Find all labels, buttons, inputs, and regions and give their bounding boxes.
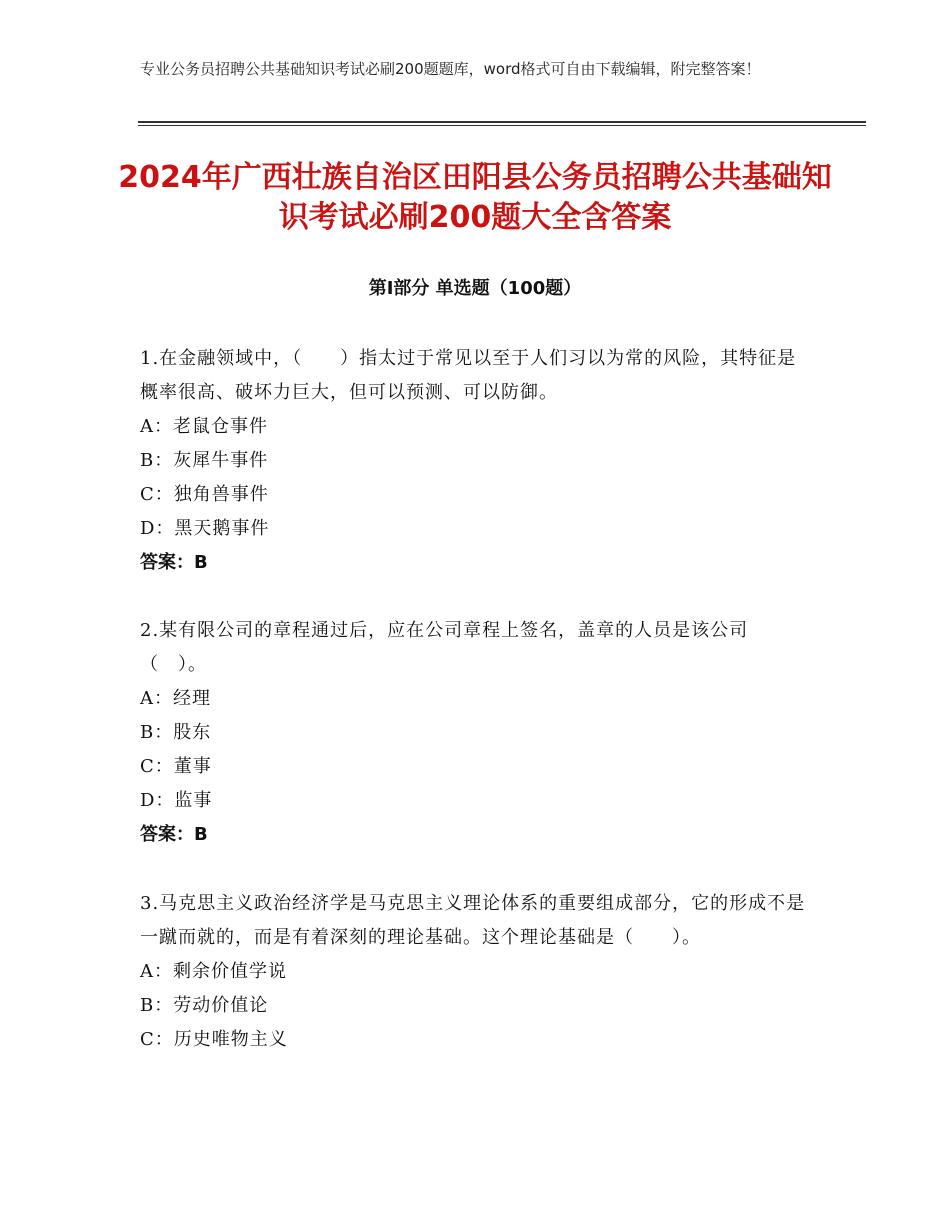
option-c: C：董事: [140, 756, 212, 777]
question-stem: 1.在金融领域中，（ ）指太过于常见以至于人们习以为常的风险，其特征是概率很高、破坏力巨大，但可以预测、可以防御。: [140, 348, 797, 403]
header-note: 专业公务员招聘公共基础知识考试必刷200题题库，word格式可自由下载编辑，附完整答案！: [140, 60, 761, 78]
question-stem: 3.马克思主义政治经济学是马克思主义理论体系的重要组成部分，它的形成不是一蹴而就的，而是有着深刻的理论基础。这个理论基础是（ ）。: [140, 893, 806, 948]
option-a: A：剩余价值学说: [140, 961, 287, 982]
option-a: A：老鼠仓事件: [140, 416, 268, 437]
option-d: D：监事: [140, 790, 213, 811]
option-a: A：经理: [140, 688, 211, 709]
question-2: [140, 614, 810, 852]
question-1: [140, 342, 810, 580]
header-divider-thick: [138, 121, 866, 123]
option-d: D：黑天鹅事件: [140, 518, 270, 539]
document-title: 2024年广西壮族自治区田阳县公务员招聘公共基础知识考试必刷200题大全含答案: [118, 160, 832, 235]
option-b: B：劳动价值论: [140, 995, 269, 1016]
header-divider-thin: [138, 125, 866, 126]
question-3: [140, 887, 810, 1057]
answer: 答案：B: [140, 824, 208, 845]
section-title: 第Ⅰ部分 单选题（100题）: [368, 278, 582, 299]
option-b: B：股东: [140, 722, 212, 743]
question-stem: 2.某有限公司的章程通过后，应在公司章程上签名，盖章的人员是该公司（ ）。: [140, 620, 749, 675]
option-c: C：独角兽事件: [140, 484, 269, 505]
answer: 答案：B: [140, 552, 208, 573]
option-c: C：历史唯物主义: [140, 1029, 288, 1050]
option-b: B：灰犀牛事件: [140, 450, 269, 471]
